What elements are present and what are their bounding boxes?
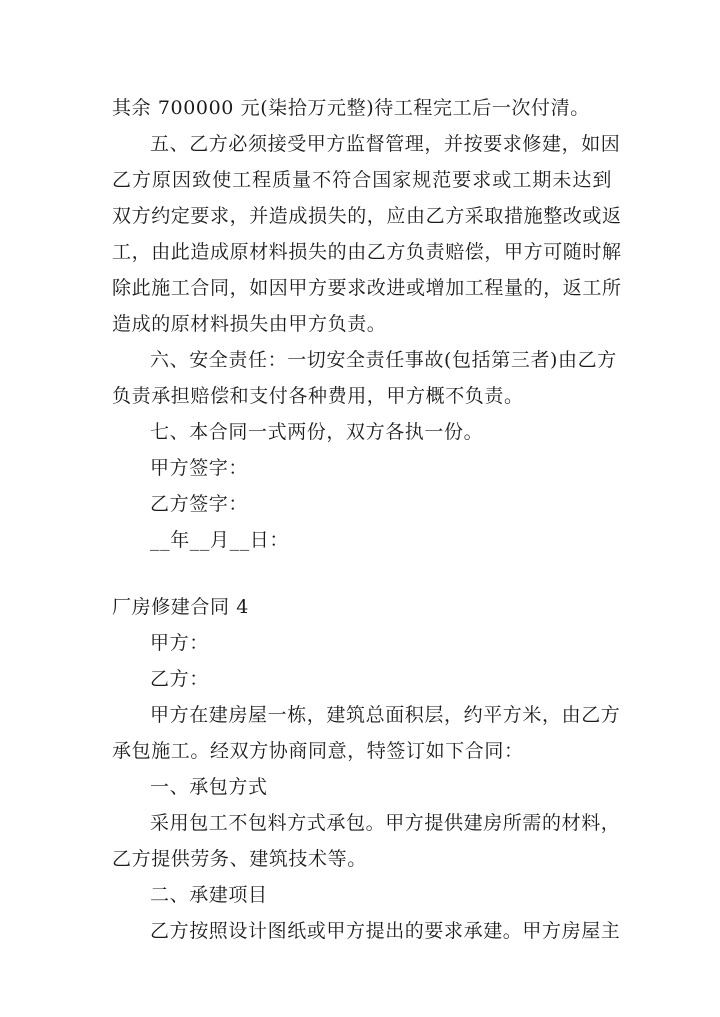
text-line: 乙方提供劳务、建筑技术等。	[112, 848, 367, 870]
text-line: 乙方原因致使工程质量不符合国家规范要求或工期未达到	[112, 169, 612, 191]
party-a-signature: 甲方签字：	[150, 457, 249, 479]
section-title: 厂房修建合同 4	[112, 596, 249, 618]
date-line: __年__月__日：	[150, 529, 290, 551]
text-line: 造成的原材料损失由甲方负责。	[112, 313, 387, 335]
text-line: 双方约定要求，并造成损失的，应由乙方采取措施整改或返	[112, 205, 622, 227]
paragraph-7: 七、本合同一式两份，双方各执一份。	[150, 421, 484, 443]
text-line: 工，由此造成原材料损失的由乙方负责赔偿，甲方可随时解	[112, 241, 622, 263]
text-line: 其余 700000 元(柒拾万元整)待工程完工后一次付清。	[112, 97, 590, 119]
paragraph-5-start: 五、乙方必须接受甲方监督管理，并按要求修建，如因	[150, 133, 621, 155]
heading-contract-method: 一、承包方式	[150, 776, 268, 798]
intro-paragraph-start: 甲方在建房屋一栋，建筑总面积层，约平方米，由乙方	[150, 704, 621, 726]
text-line: 负责承担赔偿和支付各种费用，甲方概不负责。	[112, 385, 524, 407]
party-b-label: 乙方：	[150, 668, 209, 690]
project-paragraph-start: 乙方按照设计图纸或甲方提出的要求承建。甲方房屋主	[150, 920, 621, 942]
method-paragraph-start: 采用包工不包料方式承包。甲方提供建房所需的材料，	[150, 812, 621, 834]
heading-project: 二、承建项目	[150, 884, 268, 906]
text-line: 承包施工。经双方协商同意，特签订如下合同：	[112, 740, 524, 762]
text-line: 除此施工合同，如因甲方要求改进或增加工程量的，返工所	[112, 277, 622, 299]
paragraph-6-start: 六、安全责任：一切安全责任事故(包括第三者)由乙方	[150, 349, 617, 371]
party-a-label: 甲方：	[150, 632, 209, 654]
party-b-signature: 乙方签字：	[150, 493, 249, 515]
